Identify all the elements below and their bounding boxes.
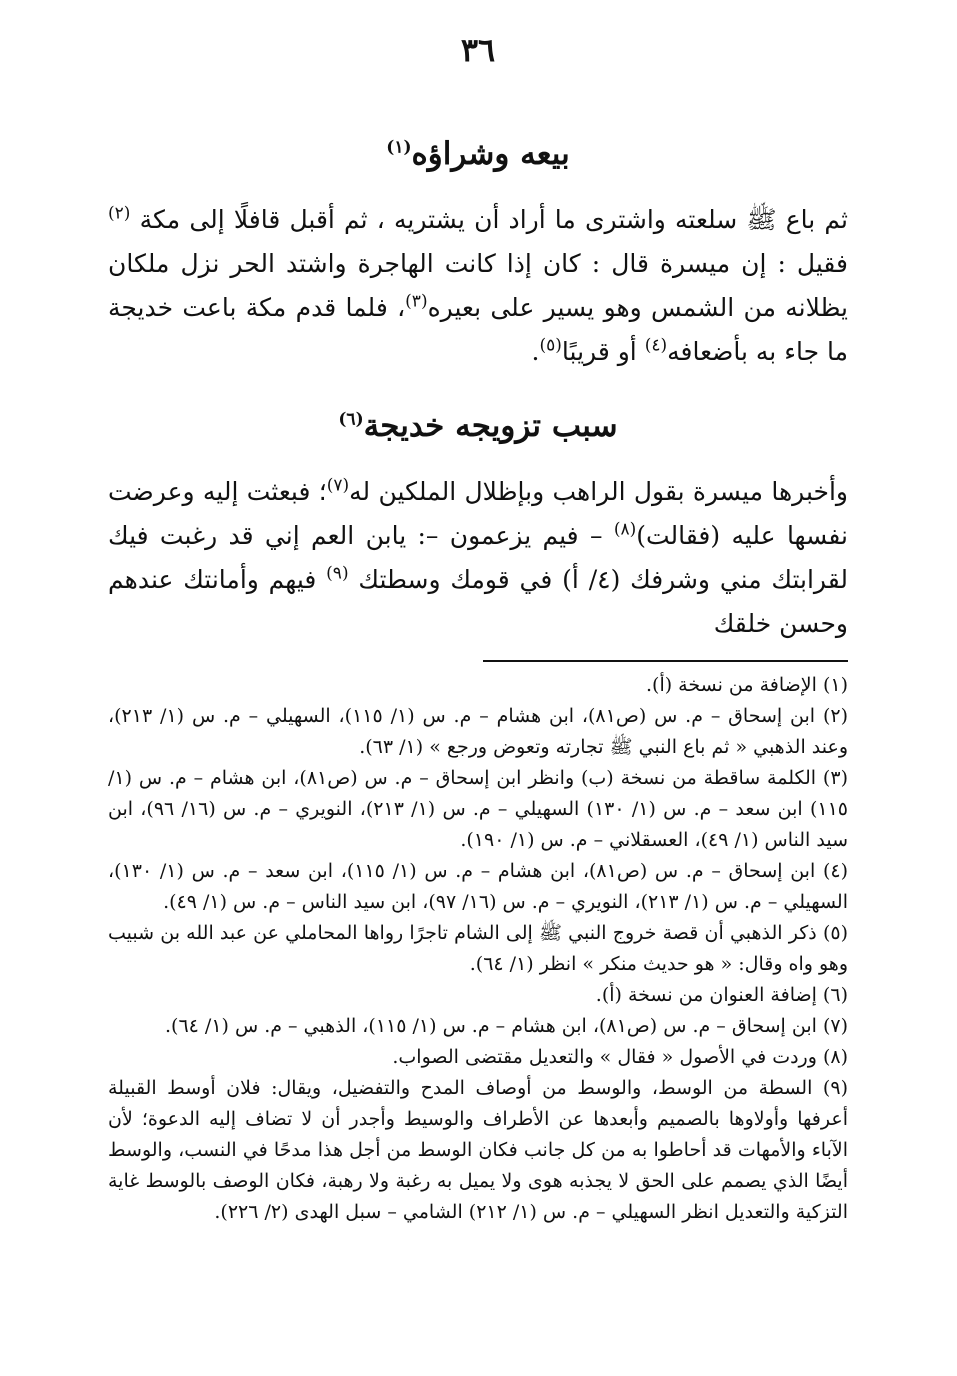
footnote-ref: (٢)	[108, 203, 131, 224]
footnote-8: (٨) وردت في الأصول « فقال » والتعديل مقتضى الصواب.	[392, 1046, 848, 1068]
body-paragraph	[108, 198, 848, 374]
footnote-2: (٢) ابن إسحاق – م. س (ص٨١)، ابن هشام – م. س (١/ ١١٥)، السهيلي – م. س (١/ ٢١٣)، وعند الذهبي « ثم باع النبي ﷺ تجارته وتعوض ورجع » (١/ ٦٣).	[108, 705, 848, 758]
body-paragraph	[108, 470, 848, 646]
footnote-ref: (٨)	[613, 519, 637, 540]
footnote-5: (٥) ذكر الذهبي أن قصة خروج النبي ﷺ إلى الشام تاجرًا رواها المحاملي عن عبد الله بن شبيب وهو واه وقال: « هو حديث منكر » انظر (١/ ٦٤).	[108, 922, 848, 975]
paragraph-text: ، فلما قدم مكة باعت خديجة ما جاء به بأضعافه	[108, 293, 848, 366]
paragraph-text: ؛ فبعثت إليه وعرضت نفسها عليه (فقالت)	[108, 477, 848, 550]
footnote-1: (١) الإضافة من نسخة (أ).	[646, 674, 848, 696]
footnote-7: (٧) ابن إسحاق – م. س (ص٨١)، ابن هشام – م. س (١/ ١١٥)، الذهبي – م. س (١/ ٦٤).	[164, 1015, 848, 1037]
paragraph-text: فقيل : إن ميسرة قال : كان إذا كانت الهاجرة واشتد الحر نزل ملكان يظلانه من الشمس وهو يسير على بعيره	[108, 249, 849, 322]
footnote-ref: (٧)	[326, 475, 350, 496]
footnote-ref: (٤)	[644, 335, 668, 356]
paragraph-text: وأخبرها ميسرة بقول الراهب وبإظلال الملكين له	[349, 477, 848, 506]
footnote-ref: (٣)	[405, 291, 428, 312]
footnote-9: (٩) السطة من الوسط، والوسط من أوصاف المدح والتفضيل، ويقال: فلان أوسط القبيلة أعرفها وأولاوها بالصميم وأبعدها عن الأطراف والوسيط وأجدر أن لا تضاف إليه الدعوة؛ لأن الآباء والأمهات قد أحاطوا به من كل جانب فكان الوسط من أجل هذا مدحًا في النسب، والوسط أيضًا الذي يصمم على الحق لا يجذبه هوى ولا يميل به رغبة ولا رهبة، فكان الوصف بالوسط غاية التزكية والتعديل انظر السهيلي – م. س (١/ ٢١٢) الشامي – سبل الهدى (٢/ ٢٢٦).	[108, 1077, 848, 1223]
paragraph-text: – فيم يزعمون –: يابن العم إني قد رغبت فيك لقرابتك مني وشرفك (٤/ أ) في قومك وسطتك	[108, 521, 848, 594]
footnote-ref: (٥)	[539, 335, 562, 356]
paragraph-text: أو قريبًا	[561, 337, 645, 366]
book-page	[108, 30, 848, 1228]
paragraph-text: فيهم وأمانتك عندهم وحسن خلقك	[108, 565, 848, 638]
footnote-divider	[483, 660, 848, 662]
footnote-6: (٦) إضافة العنوان من نسخة (أ).	[595, 984, 848, 1006]
footnote-ref: (٩)	[326, 563, 349, 584]
section-heading-marriage-reason	[108, 404, 848, 448]
footnote-4: (٤) ابن إسحاق – م. س (ص٨١)، ابن هشام – م. س (١/ ١١٥)، ابن سعد – م. س (١/ ١٣٠)، السهيلي – م. س (١/ ٢١٣)، النويري – م. س (١٦/ ٩٧)، ابن سيد الناس – م. س (١/ ٤٩).	[108, 860, 848, 913]
footnotes-list	[108, 670, 848, 1228]
footnote-ref: (١)	[386, 137, 412, 158]
paragraph-text: .	[531, 337, 540, 366]
heading-text: بيعه وشراؤه	[411, 136, 570, 172]
heading-text: سبب تزويجه خديجة	[363, 408, 618, 444]
paragraph-text: ثم باع ﷺ سلعته واشترى ما أراد أن يشتريه ، ثم أقبل قافلًا إلى مكة	[130, 205, 848, 234]
footnote-3: (٣) الكلمة ساقطة من نسخة (ب) وانظر ابن إسحاق – م. س (ص٨١)، ابن هشام – م. س (١/ ١١٥) ابن سعد – م. س (١/ ١٣٠) السهيلي – م. س (١/ ٢١٣)، النويري – م. س (١٦/ ٩٦)، ابن سيد الناس (١/ ٤٩)، العسقلاني – م. س (١/ ١٩٠).	[108, 767, 848, 851]
page-number: ٣٦	[460, 31, 496, 69]
section-heading-sale-and-purchase	[108, 132, 848, 176]
footnote-ref: (٦)	[338, 409, 364, 430]
